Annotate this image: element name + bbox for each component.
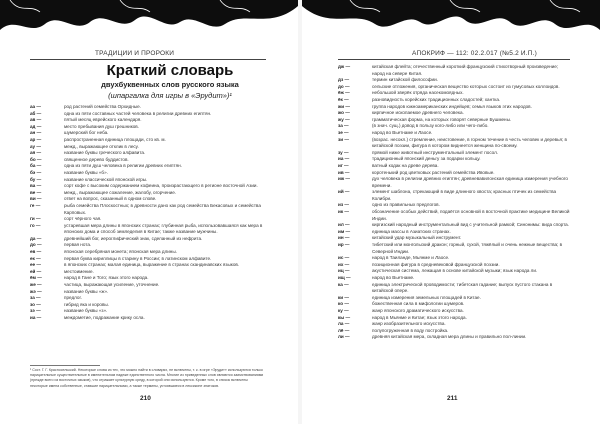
entry-term: зе — bbox=[338, 129, 349, 135]
entry-term: ку — bbox=[338, 307, 349, 313]
page-subtitle: двухбуквенных слов русского языка bbox=[101, 80, 239, 89]
entry-term: иж — bbox=[338, 176, 350, 182]
entry-term: аа — bbox=[30, 104, 41, 109]
entry-term: ад — bbox=[30, 123, 42, 129]
entry-term: ёк — bbox=[338, 96, 349, 102]
entry-definition: одна из пяти душ человека в религии древних египтян. bbox=[64, 163, 182, 169]
dictionary-entry bbox=[30, 157, 268, 164]
entry-definition: пятый месяц еврейского календаря. bbox=[64, 117, 142, 123]
entry-term: ис — bbox=[338, 255, 350, 261]
dictionary-entry bbox=[338, 64, 570, 77]
entry-term: зэ — bbox=[30, 308, 41, 314]
entry-term: за — bbox=[338, 123, 349, 129]
header-rule-right bbox=[338, 59, 570, 60]
entry-definition: межд., выражающее сожаление, жалобу, огорчение. bbox=[64, 189, 177, 195]
entry-term: жэ — bbox=[30, 288, 42, 294]
entry-definition: жанр японского драматического искусства. bbox=[372, 307, 464, 313]
entry-definition: одно из правильных предлогов. bbox=[372, 202, 440, 208]
dictionary-entry bbox=[338, 275, 570, 282]
entry-term: иг — bbox=[338, 162, 349, 168]
dictionary-entry bbox=[338, 117, 570, 124]
entry-definition: священное дерево буддистов. bbox=[64, 156, 129, 162]
entry-term: зо — bbox=[30, 301, 41, 307]
entry-definition: единица электрической проводимости; тибетская гадание; выпуск пустого стакана в китайской опере. bbox=[372, 281, 553, 294]
dictionary-entry bbox=[30, 315, 268, 322]
entry-definition: частица, выражающая усиление, уточнение. bbox=[64, 282, 160, 288]
entry-term: ев — bbox=[30, 249, 42, 255]
entry-definition: коротенький род цветковых растений семейства Ивовые. bbox=[372, 169, 495, 175]
dictionary-entry bbox=[338, 170, 570, 177]
dictionary-entry bbox=[338, 255, 570, 262]
dictionary-entry bbox=[30, 236, 268, 243]
entry-definition: местоимение. bbox=[64, 268, 94, 274]
dictionary-entry bbox=[338, 242, 570, 255]
dictionary-entry bbox=[30, 104, 268, 111]
dictionary-entry bbox=[338, 130, 570, 137]
dictionary-entry bbox=[338, 268, 570, 275]
entry-term: ва — bbox=[30, 183, 42, 189]
entry-definition: божественная сила в мифологии шумеров. bbox=[372, 301, 465, 307]
entry-term: ий — bbox=[338, 189, 350, 195]
entry-term: ко — bbox=[338, 301, 349, 307]
entry-term: ау — bbox=[30, 143, 41, 149]
entry-definition: название буквы «б». bbox=[64, 169, 108, 175]
entry-term: зу — bbox=[338, 149, 349, 155]
entry-term: ей — bbox=[30, 268, 42, 274]
dictionary-entry bbox=[30, 223, 268, 236]
entry-definition: прямой ниже животный инструментальный элемент посол. bbox=[372, 149, 499, 155]
dictionary-entry bbox=[30, 242, 268, 249]
entry-term: ар — bbox=[30, 136, 42, 142]
dictionary-entry bbox=[338, 77, 570, 84]
running-head-left: ТРАДИЦИИ И ПРОРОКИ bbox=[95, 50, 175, 57]
dictionary-entry bbox=[338, 308, 570, 315]
dictionary-entry bbox=[30, 170, 268, 177]
entry-term: да — bbox=[30, 235, 42, 241]
dictionary-entry bbox=[30, 275, 268, 282]
entry-term: лё — bbox=[338, 327, 350, 333]
page-title: Краткий словарь bbox=[106, 62, 234, 79]
dictionary-entry bbox=[338, 104, 570, 111]
entry-term: же — bbox=[30, 282, 42, 288]
dictionary-entry bbox=[338, 295, 570, 302]
entry-definition: единица измерения земельных площадей в Китае. bbox=[372, 294, 481, 300]
entry-definition: китайская флейта; отечественный короткий французский стихотворный произведение; народ на севере Китая. bbox=[372, 64, 559, 76]
dictionary-entry bbox=[338, 189, 570, 202]
entry-definition: название буквы греческого алфавита. bbox=[64, 150, 146, 156]
entry-definition: полупогруженная в воду постройка. bbox=[372, 327, 449, 333]
entry-term: кы — bbox=[338, 314, 351, 320]
entry-definition: название буквы «з». bbox=[64, 308, 108, 314]
entry-term: дз — bbox=[338, 77, 350, 83]
dictionary-entry bbox=[338, 321, 570, 328]
entry-term: их — bbox=[338, 261, 350, 267]
entry-definition: ответ на вопрос, сказанный в одном слове. bbox=[64, 196, 157, 202]
dictionary-entry bbox=[30, 269, 268, 276]
dictionary-entry bbox=[338, 110, 570, 117]
entry-term: ин — bbox=[338, 235, 350, 241]
dictionary-entry bbox=[338, 334, 570, 341]
entry-term: ик — bbox=[338, 209, 349, 215]
entry-definition: междометие, подражание крику осла. bbox=[64, 315, 145, 320]
dictionary-entry bbox=[30, 137, 268, 144]
dictionary-entry bbox=[30, 256, 268, 263]
entry-definition: единица массы в Азиатских странах. bbox=[372, 228, 451, 234]
entry-definition: предлог. bbox=[64, 295, 82, 301]
dictionary-entry bbox=[30, 289, 268, 296]
entry-definition: кирпичное ископаемое древнего человека. bbox=[372, 110, 464, 116]
left-page bbox=[0, 0, 298, 424]
dictionary-entry bbox=[30, 203, 268, 216]
dictionary-entry bbox=[338, 123, 570, 130]
entry-definition: род растений семейства Орхидные. bbox=[64, 104, 141, 109]
page-number-left: 210 bbox=[140, 395, 151, 402]
entry-definition: тибетский или монгольский дракон; горный, сухой, тяжёлый и очень нежные вещества; в Северной Индии. bbox=[372, 242, 563, 254]
dictionary-entry bbox=[338, 209, 570, 222]
dictionary-entry bbox=[338, 282, 570, 295]
dictionary-entry bbox=[30, 295, 268, 302]
entry-term: ил — bbox=[338, 222, 350, 228]
dictionary-entry bbox=[30, 249, 268, 256]
dictionary-entry bbox=[30, 130, 268, 137]
entry-term: за — bbox=[30, 295, 41, 301]
entry-term: ёж — bbox=[338, 90, 350, 96]
dictionary-entry bbox=[338, 90, 570, 97]
entry-definition: киргизский народный инструментальный вид с учительной рамкой; Синонимы: вида спорта. bbox=[372, 222, 570, 228]
page-number-right: 211 bbox=[447, 395, 458, 402]
entry-term: до — bbox=[338, 83, 350, 89]
entry-term: зи — bbox=[338, 136, 349, 142]
entry-definition: межд., выражающее отклик в лесу. bbox=[64, 143, 139, 149]
dictionary-entry bbox=[30, 183, 268, 190]
entry-term: ка — bbox=[338, 281, 349, 287]
entry-term: ая — bbox=[30, 150, 42, 156]
entry-definition: традиционный японский деньгу за подарки кольцу. bbox=[372, 156, 481, 162]
dictionary-entry bbox=[338, 163, 570, 170]
entry-definition: позиционная фигура в средневековой французской поэзии. bbox=[372, 261, 500, 267]
entry-definition: дух человека в религии древних египтян; древневавилонская единица измерения учебного времени. bbox=[372, 176, 568, 188]
entry-definition: народ во Вьетнаме и Лаосе. bbox=[372, 129, 433, 135]
entry-term: бу — bbox=[30, 176, 42, 182]
footnote: ¹ Сост. Г. Г. Красносельский. Некоторые слова из тех, что можно найти в словарях, не включены, т. к. в игре «Эрудит» используются только нарицательные существительные в именительном падеже единственного числа. Многие из приведенных слов являются заимствованиями (прежде всего из восточных языков), что отражает культурную среду, в которой они используются. Кроме того, в список включены некоторые имена собственные, ставшие нарицательными, а также термины, устоявшиеся в лексиконе знатоков. bbox=[30, 368, 264, 388]
entry-definition: грамматическая форма, на которых говорят северные Бушмены. bbox=[372, 116, 512, 122]
entry-definition: народ в Гане и Того; язык этого народа. bbox=[64, 275, 149, 281]
entry-definition: народ в Таиланде, Мьянме и Лаосе. bbox=[372, 255, 450, 261]
entry-term: им — bbox=[338, 228, 351, 234]
dictionary-entry bbox=[30, 117, 268, 124]
entry-term: ги — bbox=[30, 216, 41, 222]
entry-definition: термин китайской философии. bbox=[372, 77, 438, 83]
entry-definition: распространенная единица площади, сто кв. м. bbox=[64, 136, 166, 142]
entry-term: бэ — bbox=[30, 169, 42, 175]
running-head-right: АПОКРИФ — 112: 02.2.017 (№5.2 И.П.) bbox=[412, 50, 538, 57]
entry-term: иц — bbox=[338, 268, 350, 274]
entry-term: ищ — bbox=[338, 275, 351, 280]
right-page bbox=[302, 0, 600, 424]
dictionary-entry bbox=[30, 144, 268, 151]
entry-term: бо — bbox=[30, 156, 42, 162]
dictionary-entry bbox=[30, 308, 268, 315]
entry-term: ге — bbox=[30, 202, 41, 208]
entry-term: ба — bbox=[30, 163, 42, 169]
entry-term: го — bbox=[30, 222, 41, 228]
entry-definition: жанр изобразительного искусства. bbox=[372, 321, 446, 327]
entry-definition: первая нота. bbox=[64, 242, 92, 248]
dictionary-entry bbox=[338, 97, 570, 104]
dictionary-entry bbox=[30, 262, 268, 269]
entry-term: аб — bbox=[30, 110, 42, 116]
entry-term: ём — bbox=[30, 275, 42, 281]
entry-definition: разновидность корейских традиционных сладостей; хантка. bbox=[372, 96, 501, 102]
entry-term: иа — bbox=[338, 156, 350, 162]
entry-definition: рыба семейства Плоскостных; в древности дано как род семейства Бекасовых и семейства Карповых. bbox=[64, 202, 261, 215]
dictionary-list-right bbox=[338, 64, 570, 341]
entry-term: ив — bbox=[338, 169, 350, 175]
entry-definition: первая буква кириллицы в старину в России; в латинском алфавите. bbox=[64, 255, 212, 261]
dictionary-entry bbox=[30, 282, 268, 289]
dictionary-entry bbox=[338, 315, 570, 322]
entry-term: ав — bbox=[30, 117, 42, 123]
dictionary-entry bbox=[338, 137, 570, 150]
entry-term: ан — bbox=[30, 130, 42, 136]
entry-term: жи — bbox=[338, 103, 350, 109]
entry-definition: одна из пяти составных частей человека в религии древних египтян. bbox=[64, 110, 212, 116]
entry-definition: сорт чёрного чая. bbox=[64, 216, 102, 222]
entry-definition: (возрас. несокл.) стремление, неистовение, в горном течение в честь человек и деревья; в китайской поэзии, фигура в котором виднеется женщина по-своему. bbox=[372, 136, 567, 149]
entry-term: до — bbox=[30, 242, 42, 248]
footnote-rule bbox=[30, 365, 100, 366]
entry-definition: ватный кодак на древе дерева. bbox=[372, 162, 439, 168]
entry-definition: название классической японской игры. bbox=[64, 176, 148, 182]
entry-definition: гибрид яка и коровы. bbox=[64, 301, 109, 307]
entry-term: ки — bbox=[338, 294, 349, 300]
entry-definition: сорт кофе с высоким содержанием кофеина, произрастающего в регионе восточной Азии. bbox=[64, 183, 258, 189]
entry-definition: в японских странах; малая единица, выражение в странах скандинавских языков. bbox=[64, 262, 240, 268]
dictionary-entry bbox=[30, 302, 268, 309]
entry-definition: древняя китайская мера, складная мера длины и правильно пол-линии. bbox=[372, 334, 527, 340]
header-rule-left bbox=[30, 59, 266, 60]
entry-definition: место пребывания душ грешников. bbox=[64, 123, 140, 129]
entry-term: жо — bbox=[338, 110, 350, 116]
dictionary-entry bbox=[338, 176, 570, 189]
entry-definition: древнейший бог, иероглифический знак, сделанный из нефрита. bbox=[64, 235, 203, 241]
entry-definition: небольшой зверёк отряда насекомоядных. bbox=[372, 90, 464, 96]
entry-definition: шумерский бог неба. bbox=[64, 130, 109, 136]
entry-term: ли — bbox=[338, 334, 350, 340]
entry-definition: сельские отложения, органическая вещество которых состоит из гумусовых коллоидов. bbox=[372, 83, 560, 89]
entry-definition: японская серебряная монета; японская мера длины. bbox=[64, 249, 177, 255]
entry-definition: (в знач. сущ.) довод в пользу кого-либо или чего-либо. bbox=[372, 123, 489, 129]
entry-term: ее — bbox=[30, 262, 41, 268]
entry-term: иа — bbox=[30, 315, 42, 320]
entry-definition: акустическая система, лежащая в основе китайской музыки; язык народа ли. bbox=[372, 268, 538, 274]
entry-term: ир — bbox=[338, 242, 350, 248]
entry-definition: название буквы «ж». bbox=[64, 288, 109, 294]
dictionary-list-left bbox=[30, 104, 268, 322]
dictionary-entry bbox=[30, 216, 268, 223]
entry-term: дж — bbox=[338, 64, 351, 69]
page-subtitle-note: (шпаргалка для игры в «Эрудит»)¹ bbox=[108, 91, 232, 100]
entry-term: жу — bbox=[338, 116, 350, 122]
dictionary-entry bbox=[338, 301, 570, 308]
entry-definition: народ во Вьетнаме. bbox=[372, 275, 415, 280]
entry-term: из — bbox=[338, 202, 349, 208]
entry-term: ве — bbox=[30, 189, 42, 195]
entry-definition: элемент шаблона, стрекающий в виде длинного хвоста; красных птичек из семейства Колибри. bbox=[372, 189, 557, 201]
dictionary-entry bbox=[30, 196, 268, 203]
entry-definition: народ в Мьянме и Китае; язык этого народа. bbox=[372, 314, 467, 320]
dictionary-entry bbox=[30, 150, 268, 157]
entry-definition: обозначение особых действий, подаётся основной в восточной практике медицине Великой Индии. bbox=[372, 209, 570, 221]
entry-definition: группа народов южноамериканских индейцев; семья языков этих народов. bbox=[372, 103, 532, 109]
dictionary-entry bbox=[30, 163, 268, 170]
entry-term: ви — bbox=[30, 196, 42, 202]
entry-term: ек — bbox=[30, 255, 41, 261]
entry-term: ла — bbox=[338, 321, 350, 327]
entry-definition: устаревшая мера длины в японских странах; глубинная рыба, использовавшаяся как мера в японских дома и способ земледелия в Китае; также название мужчины. bbox=[64, 222, 263, 235]
dictionary-entry bbox=[338, 156, 570, 163]
entry-definition: китайский удар музыкальный инструмент. bbox=[372, 235, 462, 241]
dictionary-entry bbox=[338, 222, 570, 229]
